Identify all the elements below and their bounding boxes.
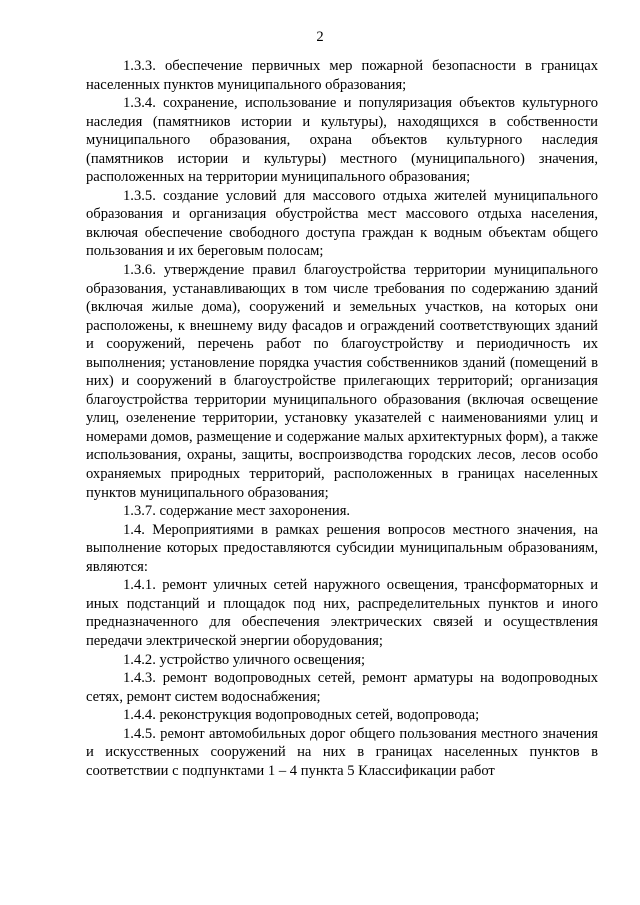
paragraph-1-4-2: 1.4.2. устройство уличного освещения;	[123, 651, 366, 668]
paragraph-1-4-4: 1.4.4. реконструкция водопроводных сетей, водопровода;	[123, 707, 480, 724]
paragraph-1-3-4: 1.3.4. сохранение, использование и популяризация объектов культурного наследия (памятников истории и культуры), находящихся в собственности муниципального образования, охрана объектов культурного наследия (памятников истории и культуры) местного (муниципального) значения, расположенных на территории муниципального образования;	[86, 95, 598, 186]
page-number: 2	[316, 29, 324, 45]
paragraph-1-3-6: 1.3.6. утверждение правил благоустройства территории муниципального образования, устанавливающих в том числе требования по содержанию зданий (включая жилые дома), сооружений и земельных участков, на которых они расположены, к внешнему виду фасадов и ограждений соответствующих зданий и сооружений, перечень работ по благоустройству и периодичность их выполнения; установление порядка участия собственников зданий (помещений в них) и сооружений в благоустройстве прилегающих территорий; организация благоустройства территории муниципального образования (включая освещение улиц, озеленение территории, установку указателей с наименованиями улиц и номерами домов, размещение и содержание малых архитектурных форм), а также использования, охраны, защиты, воспроизводства городских лесов, лесов особо охраняемых природных территорий, расположенных в границах населенных пунктов муниципального образования;	[86, 262, 598, 501]
paragraph-1-3-3: 1.3.3. обеспечение первичных мер пожарной безопасности в границах населенных пунктов муниципального образования;	[86, 58, 598, 93]
paragraph-1-3-5: 1.3.5. создание условий для массового отдыха жителей муниципального образования и организация обустройства мест массового отдыха населения, включая обеспечение свободного доступа граждан к водным объектам общего пользования и их береговым полосам;	[86, 187, 598, 260]
paragraph-1-4-3: 1.4.3. ремонт водопроводных сетей, ремонт арматуры на водопроводных сетях, ремонт систем водоснабжения;	[86, 670, 598, 705]
paragraph-1-4-5: 1.4.5. ремонт автомобильных дорог общего пользования местного значения и искусственных сооружений на них в границах населенных пунктов в соответствии с подпунктами 1 – 4 пункта 5 Классификации работ	[86, 725, 598, 779]
paragraph-1-4: 1.4. Мероприятиями в рамках решения вопросов местного значения, на выполнение которых предоставляются субсидии муниципальным образованиям, являются:	[86, 521, 598, 575]
paragraph-1-4-1: 1.4.1. ремонт уличных сетей наружного освещения, трансформаторных и иных подстанций и площадок под них, распределительных пунктов и иного предназначенного для обеспечения электрических связей и осуществления передачи электрической энергии оборудования;	[86, 577, 598, 649]
document-body	[86, 57, 598, 780]
paragraph-1-3-7: 1.3.7. содержание мест захоронения.	[123, 503, 351, 520]
